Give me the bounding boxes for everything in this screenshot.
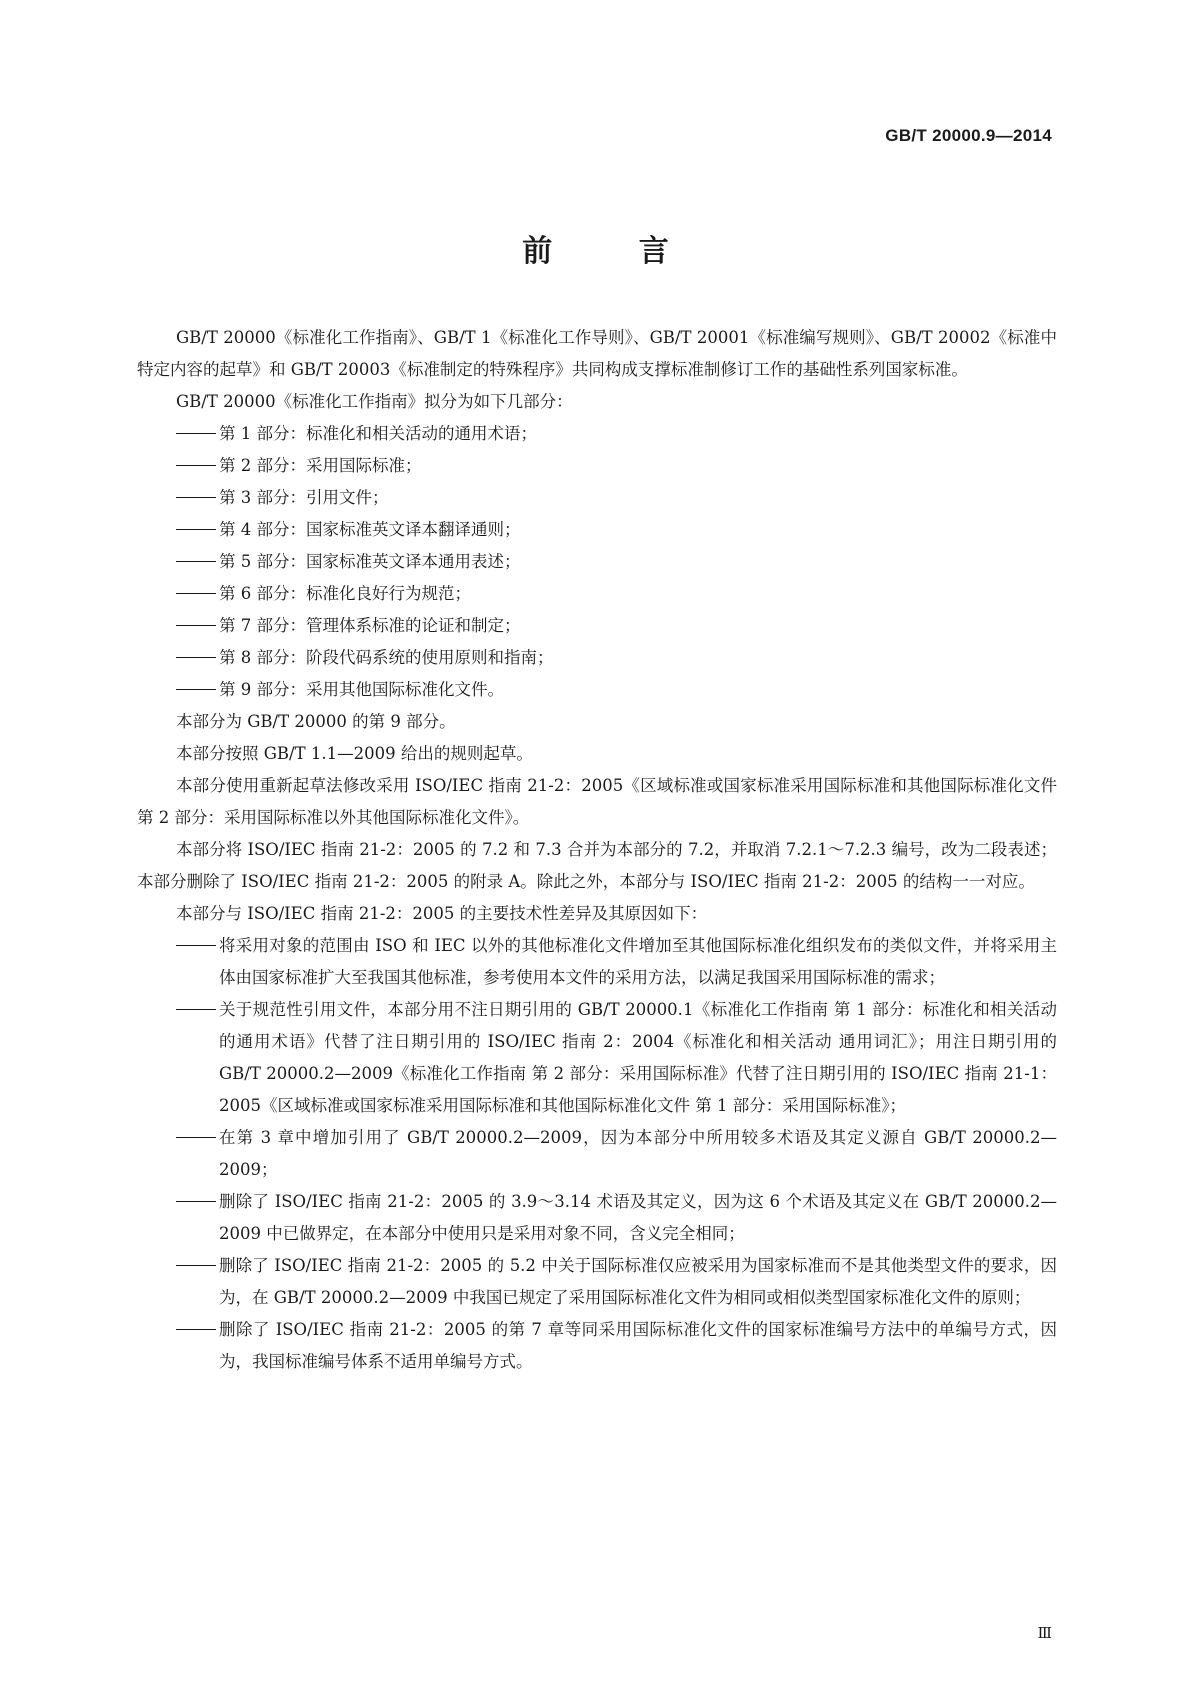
list-item-text: 删除了 ISO/IEC 指南 21-2：2005 的 5.2 中关于国际标准仅应被采用为国家标准而不是其他类型文件的要求，因为，在 GB/T 20000.2—2009 中我国已规定了采用国际标准化文件为相同或相似类型国家标准化文件的原则； bbox=[219, 1256, 1057, 1307]
list-item-text: 删除了 ISO/IEC 指南 21-2：2005 的 3.9～3.14 术语及其定义，因为这 6 个术语及其定义在 GB/T 20000.2—2009 中已做界定，在本部分中使用只是采用对象不同，含义完全相同； bbox=[219, 1192, 1057, 1243]
list-item-text: 第 6 部分：标准化良好行为规范； bbox=[219, 584, 471, 603]
list-item-text: 第 4 部分：国家标准英文译本翻译通则； bbox=[219, 520, 521, 539]
list-item-text: 第 3 部分：引用文件； bbox=[219, 488, 389, 507]
dash-mark bbox=[176, 546, 219, 578]
list-item-part bbox=[137, 610, 1057, 642]
list-item-text: 在第 3 章中增加引用了 GB/T 20000.2—2009，因为本部分中所用较多术语及其定义源自 GB/T 20000.2—2009； bbox=[219, 1128, 1057, 1179]
list-item-difference bbox=[137, 1122, 1057, 1186]
list-item-part bbox=[137, 578, 1057, 610]
list-item-text: 关于规范性引用文件，本部分用不注日期引用的 GB/T 20000.1《标准化工作指南 第 1 部分：标准化和相关活动的通用术语》代替了注日期引用的 ISO/IEC 指南 2：2004《标准化和相关活动 通用词汇》；用注日期引用的 GB/T 20000.2—2009《标准化工作指南 第 2 部分：采用国际标准》代替了注日期引用的 ISO/IEC 指南 21-1：2005《区域标准或国家标准采用国际标准和其他国际标准化文件 第 1 部分：采用国际标准》； bbox=[219, 1000, 1057, 1115]
foreword-body bbox=[137, 322, 1057, 1378]
paragraph-part-number: 本部分为 GB/T 20000 的第 9 部分。 bbox=[176, 712, 456, 731]
list-item-text: 删除了 ISO/IEC 指南 21-2：2005 的第 7 章等同采用国际标准化文件的国家标准编号方法中的单编号方式，因为，我国标准编号体系不适用单编号方式。 bbox=[219, 1320, 1057, 1371]
list-item-difference bbox=[137, 1250, 1057, 1314]
dash-mark bbox=[176, 1250, 219, 1282]
list-item-part bbox=[137, 450, 1057, 482]
paragraph-differences-intro: 本部分与 ISO/IEC 指南 21-2：2005 的主要技术性差异及其原因如下： bbox=[176, 904, 708, 923]
dash-mark bbox=[176, 514, 219, 546]
list-item-difference bbox=[137, 994, 1057, 1122]
dash-mark bbox=[176, 994, 219, 1026]
dash-mark bbox=[176, 1186, 219, 1218]
list-item-difference bbox=[137, 1314, 1057, 1378]
list-item-part bbox=[137, 418, 1057, 450]
list-item-part bbox=[137, 546, 1057, 578]
page-title: 前 言 bbox=[522, 234, 707, 269]
dash-mark bbox=[176, 610, 219, 642]
dash-mark bbox=[176, 482, 219, 514]
list-item-text: 第 7 部分：管理体系标准的论证和制定； bbox=[219, 616, 521, 635]
dash-mark bbox=[176, 674, 219, 706]
list-item-part bbox=[137, 482, 1057, 514]
list-item-text: 第 1 部分：标准化和相关活动的通用术语； bbox=[219, 424, 537, 443]
dash-mark bbox=[176, 1122, 219, 1154]
list-item-difference bbox=[137, 1186, 1057, 1250]
list-item-text: 第 9 部分：采用其他国际标准化文件。 bbox=[219, 680, 504, 699]
dash-mark bbox=[176, 642, 219, 674]
paragraph-drafting-rules: 本部分按照 GB/T 1.1—2009 给出的规则起草。 bbox=[176, 744, 533, 763]
list-item-part bbox=[137, 642, 1057, 674]
paragraph-structure-changes: 本部分将 ISO/IEC 指南 21-2：2005 的 7.2 和 7.3 合并为本部分的 7.2，并取消 7.2.1～7.2.3 编号，改为二段表述；本部分删除了 ISO/IEC 指南 21-2：2005 的附录 A。除此之外，本部分与 ISO/IEC 指南 21-2：2005 的结构一一对应。 bbox=[137, 840, 1057, 891]
dash-mark bbox=[176, 1314, 219, 1346]
dash-mark bbox=[176, 578, 219, 610]
list-item-text: 将采用对象的范围由 ISO 和 IEC 以外的其他标准化文件增加至其他国际标准化组织发布的类似文件，并将采用主体由国家标准扩大至我国其他标准，参考使用本文件的采用方法，以满足我国采用国际标准的需求； bbox=[219, 936, 1057, 987]
standard-number: GB/T 20000.9—2014 bbox=[885, 126, 1052, 145]
list-item-text: 第 5 部分：国家标准英文译本通用表述； bbox=[219, 552, 521, 571]
paragraph-parts-intro: GB/T 20000《标准化工作指南》拟分为如下几部分： bbox=[176, 392, 573, 411]
list-item-part bbox=[137, 514, 1057, 546]
list-item-part bbox=[137, 674, 1057, 706]
page-number: Ⅲ bbox=[1037, 1624, 1052, 1642]
dash-mark bbox=[176, 930, 219, 962]
paragraph-adoption-method: 本部分使用重新起草法修改采用 ISO/IEC 指南 21-2：2005《区域标准或国家标准采用国际标准和其他国际标准化文件 第 2 部分：采用国际标准以外其他国际标准化文件》。 bbox=[137, 776, 1057, 827]
paragraph-intro: GB/T 20000《标准化工作指南》、GB/T 1《标准化工作导则》、GB/T 20001《标准编写规则》、GB/T 20002《标准中特定内容的起草》和 GB/T 20003《标准制定的特殊程序》共同构成支撑标准制修订工作的基础性系列国家标准。 bbox=[137, 328, 1057, 379]
list-item-difference bbox=[137, 930, 1057, 994]
dash-mark bbox=[176, 450, 219, 482]
list-item-text: 第 8 部分：阶段代码系统的使用原则和指南； bbox=[219, 648, 554, 667]
dash-mark bbox=[176, 418, 219, 450]
list-item-text: 第 2 部分：采用国际标准； bbox=[219, 456, 422, 475]
